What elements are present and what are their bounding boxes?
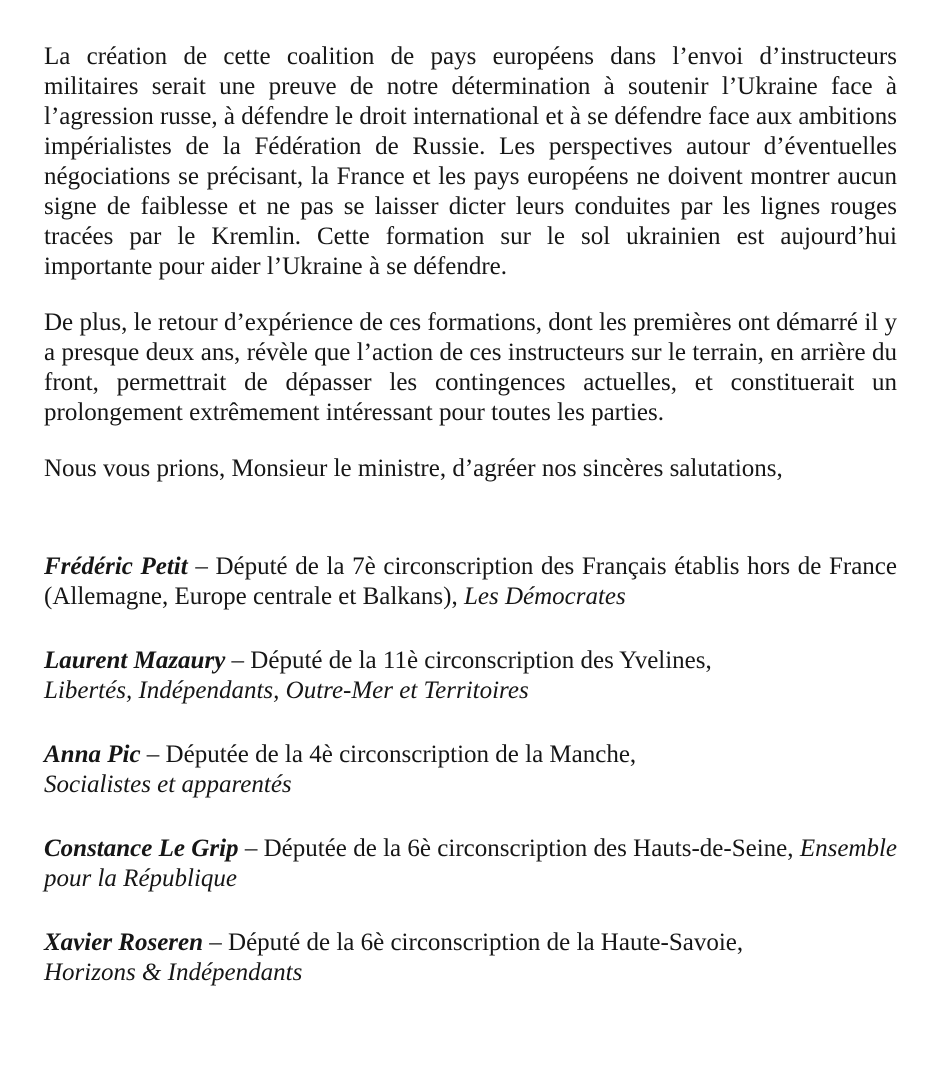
signatory-role: – Députée de la 4è circonscription de la Manche,	[146, 741, 637, 768]
signatory-role: – Députée de la 6è circonscription des Hauts-de-Seine,	[244, 835, 794, 862]
paragraph-retour-experience: De plus, le retour d’expérience de ces formations, dont les premières ont démarré il y a presque deux ans, révèle que l’action de ces instructeurs sur le terrain, en arrière du front, permettrait de dépasser les contingences actuelles, et constituerait un prolongement extrêmement intéressant pour toutes les parties.	[44, 309, 897, 426]
signatory-constance-le-grip	[44, 834, 897, 894]
signatory-name: Anna Pic	[44, 741, 141, 768]
signatory-laurent-mazaury	[44, 646, 897, 706]
signatory-xavier-roseren	[44, 928, 897, 988]
signatory-name: Constance Le Grip	[44, 835, 239, 862]
signature-list	[44, 552, 897, 988]
signatory-party: Les Démocrates	[463, 583, 626, 610]
signatory-party: Libertés, Indépendants, Outre-Mer et Territoires	[44, 677, 529, 704]
signatory-party: Ensemble pour la République	[44, 835, 898, 892]
closing-salutation: Nous vous prions, Monsieur le ministre, d’agréer nos sincères salutations,	[44, 455, 783, 482]
paragraph-coalition: La création de cette coalition de pays européens dans l’envoi d’instructeurs militaires serait une preuve de notre détermination à soutenir l’Ukraine face à l’agression russe, à défendre le droit international et à se défendre face aux ambitions impérialistes de la Fédération de Russie. Les perspectives autour d’éventuelles négociations se précisant, la France et les pays européens ne doivent montrer aucun signe de faiblesse et ne pas se laisser dicter leurs conduites par les lignes rouges tracées par le Kremlin. Cette formation sur le sol ukrainien est aujourd’hui importante pour aider l’Ukraine à se défendre.	[44, 43, 897, 280]
signatory-name: Xavier Roseren	[44, 929, 204, 956]
signatory-name: Frédéric Petit	[44, 553, 188, 580]
signatory-party: Socialistes et apparentés	[44, 771, 292, 798]
signatory-party: Horizons & Indépendants	[44, 959, 303, 986]
signatory-role: – Député de la 6è circonscription de la Haute-Savoie,	[209, 929, 744, 956]
signatory-role: – Député de la 7è circonscription des Français établis hors de France (Allemagne, Europe centrale et Balkans),	[44, 553, 897, 610]
signatory-role: – Député de la 11è circonscription des Yvelines,	[231, 647, 712, 674]
signatory-anna-pic	[44, 740, 897, 800]
signatory-name: Laurent Mazaury	[44, 647, 226, 674]
signatory-frederic-petit	[44, 552, 897, 612]
